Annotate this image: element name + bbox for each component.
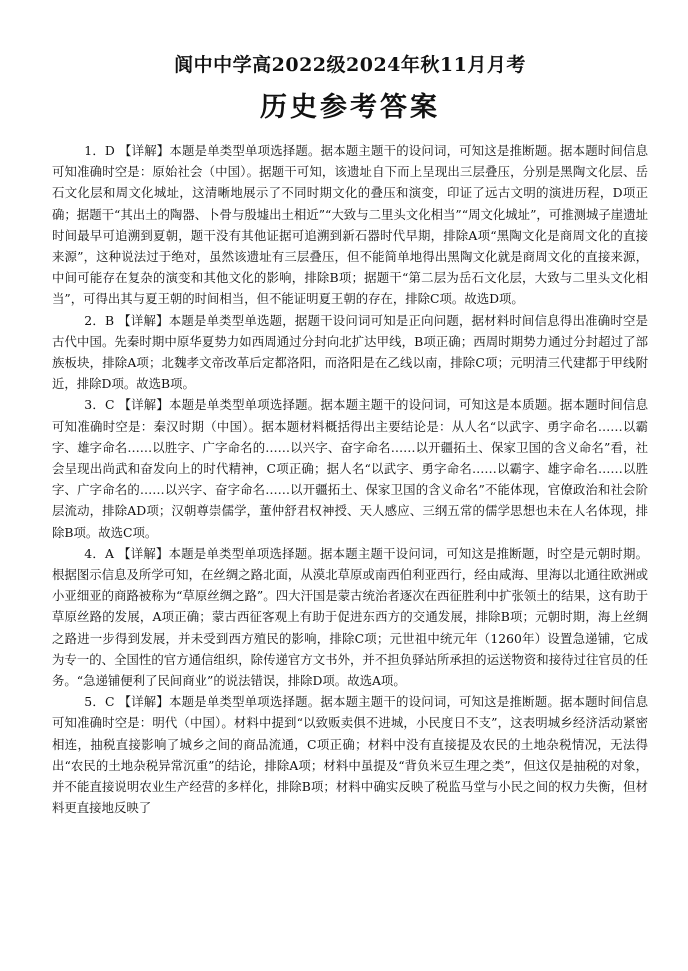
exam-subtitle: 阆中中学高2022级2024年秋11月月考 [174, 54, 526, 76]
answer-item-2: 2．B 【详解】本题是单类型单选题，据题干设问词可知是正向问题，据材料时间信息得出准确时空是古代中国。先秦时期中原华夏势力如西周通过分封向北扩达甲线，B项正确；西周时期势力通过分封超过了部族板块，排除A项；北魏孝文帝改革后定都洛阳，而洛阳是在乙线以南，排除C项；元明清三代建都于甲线附近，排除D项。故选B项。 [52, 312, 648, 392]
page-title: 历史参考答案 [260, 92, 440, 123]
answer-item-1: 1．D 【详解】本题是单类型单项选择题。据本题主题干的设问词，可知这是推断题。据本题时间信息可知准确时空是：原始社会（中国）。据题干可知，该遗址自下而上呈现出三层叠压，分别是黑陶文化层、岳石文化层和周文化城址，这清晰地展示了不同时期文化的叠压和演变，印证了远古文明的演进历程，D项正确；据题干“其出土的陶器、卜骨与殷墟出土相近”“大致与二里头文化相当”“周文化城址”，可推测城子崖遗址时间最早可追溯到夏朝，题干没有其他证据可追溯到新石器时代早期，排除A项“黑陶文化是商周文化的直接来源”，这种说法过于绝对，虽然该遗址有三层叠压，但不能简单地得出黑陶文化就是商周文化的直接来源，中间可能存在复杂的演变和其他文化的影响，排除B项；据题干“第二层为岳石文化层，大致与二里头文化相当”，可得出其与夏王朝的时间相当，但不能证明夏王朝的存在，排除C项。故选D项。 [52, 143, 648, 307]
answer-item-5: 5．C 【详解】本题是单类型单项选择题。据本题主题干的设问词，可知这是推断题。据本题时间信息可知准确时空是：明代（中国）。材料中提到“以致贩卖俱不进城，小民度日不支”，这表明城乡经济活动紧密相连，抽税直接影响了城乡之间的商品流通，C项正确；材料中没有直接提及农民的土地杂税情况，无法得出“农民的土地杂税异常沉重”的结论，排除A项；材料中虽提及“背负米豆生理之类”，但这仅是抽税的对象，并不能直接说明农业生产经营的多样化，排除B项；材料中确实反映了税监马堂与小民之间的权力失衡，但材料更直接地反映了 [52, 694, 648, 816]
answer-item-4: 4．A 【详解】本题是单类型单项选择题。据本题主题干设问词，可知这是推断题，时空是元朝时期。根据图示信息及所学可知，在丝绸之路北面，从漠北草原或南西伯利亚西行，经由咸海、里海以北通往欧洲或小亚细亚的商路被称为“草原丝绸之路”。四大汗国是蒙古统治者逐次在西征胜利中扩张领土的结果，这有助于草原丝路的发展，A项正确；蒙古西征客观上有助于促进东西方的交通发展，排除B项；元朝时期，海上丝绸之路进一步得到发展，并未受到西方殖民的影响，排除C项；元世祖中统元年（1260年）设置急递铺，它成为专一的、全国性的官方通信组织，除传递官方文书外，并不担负驿站所承担的运送物资和接待过往官员的任务。“急递铺便利了民间商业”的说法错误，排除D项。故选A项。 [52, 545, 648, 689]
answer-list [52, 140, 648, 819]
answer-sheet-page [52, 52, 648, 819]
answer-item-3: 3．C 【详解】本题是单类型单项选择题。据本题主题干的设问词，可知这是本质题。据本题时间信息可知准确时空是：秦汉时期（中国）。据本题材料概括得出主要结论是：从人名“以武字、勇字命名……以霸字、雄字命名……以胜字、广字命名的……以兴字、奋字命名……以开疆拓土、保家卫国的含义命名”看，社会呈现出尚武和奋发向上的时代精神，C项正确；据人名“以武字、勇字命名……以霸字、雄字命名……以胜字、广字命名的……以兴字、奋字命名……以开疆拓土、保家卫国的含义命名”不能体现，官僚政治和社会阶层流动，排除AD项；汉朝尊崇儒学，董仲舒君权神授、天人感应、三纲五常的儒学思想也未在人名体现，排除B项。故选C项。 [52, 397, 648, 540]
